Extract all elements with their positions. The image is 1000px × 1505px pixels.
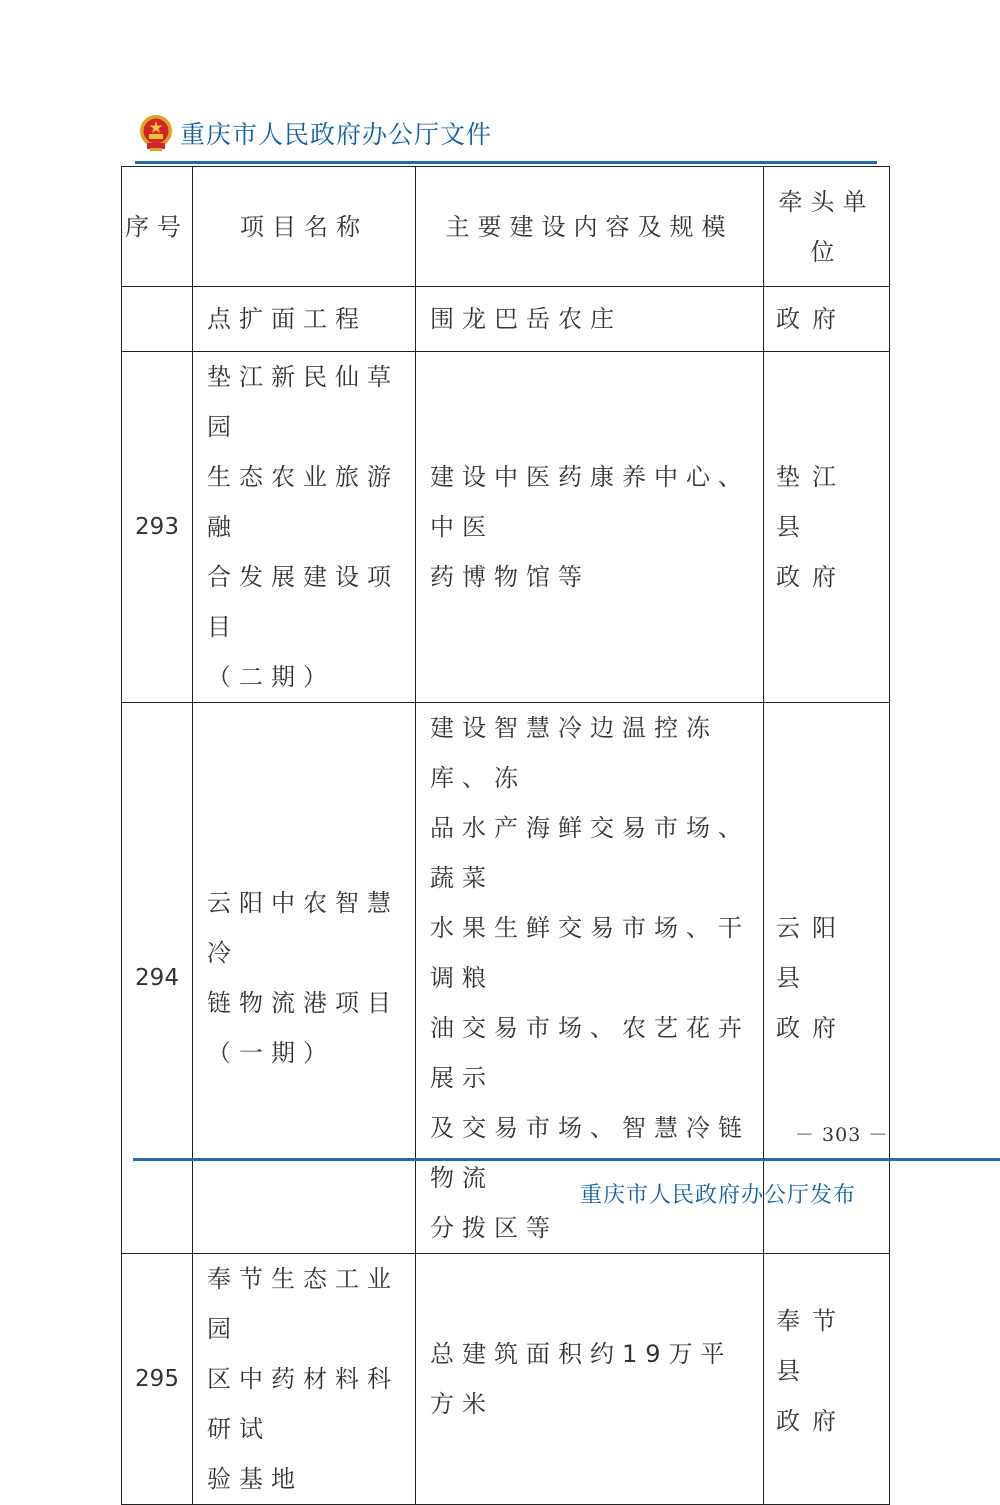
- row-project-name: 垫江新民仙草园 生态农业旅游融 合发展建设项目 （二期）: [193, 352, 416, 703]
- row-project-name: 奉节生态工业园 区中药材料科研试 验基地: [193, 1254, 416, 1505]
- row-content: 建设中医药康养中心、中医 药博物馆等: [416, 352, 764, 703]
- row-content: 总建筑面积约19万平方米: [416, 1254, 764, 1505]
- national-emblem-icon: [138, 113, 174, 153]
- footer-publisher: 重庆市人民政府办公厅发布: [580, 1183, 857, 1208]
- page-number: － 303 －: [795, 1124, 889, 1146]
- document-header: [138, 108, 492, 158]
- header-divider: [135, 161, 877, 164]
- project-table: [121, 166, 890, 1505]
- table-row: [122, 1254, 890, 1505]
- column-header-seq: 序号: [122, 167, 193, 287]
- row-project-name: 点扩面工程: [193, 287, 416, 352]
- row-content: 围龙巴岳农庄: [416, 287, 764, 352]
- row-project-name: 云阳中农智慧冷 链物流港项目 （一期）: [193, 703, 416, 1254]
- footer-divider: [133, 1158, 1000, 1161]
- table-row: [122, 287, 890, 352]
- row-seq: [122, 287, 193, 352]
- table-row: [122, 352, 890, 703]
- row-lead-unit: 政府: [764, 287, 890, 352]
- header-title: 重庆市人民政府办公厅文件: [180, 120, 493, 149]
- table-row: [122, 703, 890, 1254]
- column-header-content: 主要建设内容及规模: [416, 167, 764, 287]
- row-seq: 294: [122, 703, 193, 1254]
- row-lead-unit: 云阳县 政府: [764, 703, 890, 1254]
- row-seq: 295: [122, 1254, 193, 1505]
- row-content: 建设智慧冷边温控冻库、冻 品水产海鲜交易市场、蔬菜 水果生鲜交易市场、干调粮 油交易市场、农艺花卉展示 及交易市场、智慧冷链物流 分拨区等: [416, 703, 764, 1254]
- column-header-name: 项目名称: [193, 167, 416, 287]
- column-header-unit: 牵头单 位: [764, 167, 890, 287]
- row-seq: 293: [122, 352, 193, 703]
- row-lead-unit: 奉节县 政府: [764, 1254, 890, 1505]
- row-lead-unit: 垫江县 政府: [764, 352, 890, 703]
- table-header-row: [122, 167, 890, 287]
